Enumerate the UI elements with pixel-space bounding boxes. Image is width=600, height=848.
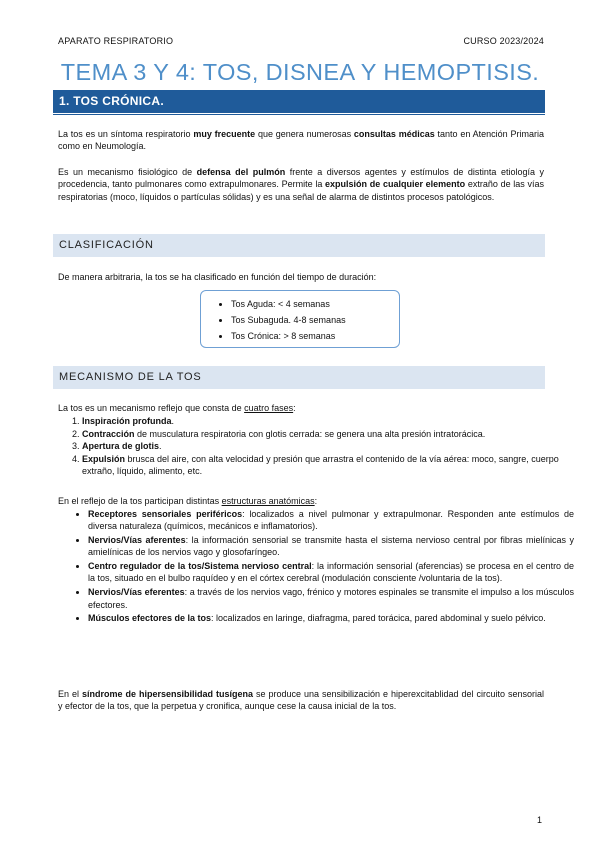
paragraph-hipersensibilidad: En el síndrome de hipersensibilidad tusígena se produce una sensibilización e hiperexcitablidad del circuito sensorial y efector de la tos, que la perpetua y cronifica, aunque cese la causa inicial de la tos.: [58, 689, 544, 712]
page-title: TEMA 3 Y 4: TOS, DISNEA Y HEMOPTISIS.: [60, 59, 540, 85]
section-heading-tos-cronica: 1. TOS CRÓNICA.: [53, 90, 545, 113]
cough-phases-list: [58, 415, 568, 478]
list-item: • Tos Crónica: > 8 semanas: [231, 328, 399, 344]
paragraph-intro-2: Es un mecanismo fisiológico de defensa del pulmón frente a diversos agentes y estímulos de distinta etiología y procedencia, tanto pulmonares como extrapulmonares. Permite la expulsión de cualquier elemento extraño de las vías respiratorias (moco, líquidos o partículas sólidas) y es una señal de alarma de distintos procesos patológicos.: [58, 167, 545, 202]
paragraph-clasificacion: De manera arbitraria, la tos se ha clasificado en función del tiempo de duración:: [58, 272, 377, 282]
list-item: 1. Inspiración profunda.: [82, 415, 568, 428]
list-item: • Nervios/Vías aferentes: la información sensorial se transmite hasta el sistema nervioso central por fibras mielínicas y amielínicas de los nervios vago y glosofaríngeo.: [88, 534, 574, 559]
paragraph-intro-1: La tos es un síntoma respiratorio muy frecuente que genera numerosas consultas médicas tanto en Atención Primaria como en Neumología.: [58, 129, 544, 152]
running-header-course: CURSO 2023/2024: [463, 36, 544, 46]
section-heading-clasificacion: CLASIFICACIÓN: [53, 234, 545, 257]
section-heading-mecanismo: MECANISMO DE LA TOS: [53, 366, 545, 389]
list-item: 3. Apertura de glotis.: [82, 440, 568, 453]
paragraph-mecanismo-intro: La tos es un mecanismo reflejo que consta de cuatro fases:: [58, 403, 296, 413]
page-number: 1: [536, 815, 542, 825]
list-item: • Receptores sensoriales periféricos: localizados a nivel pulmonar y extrapulmonar. Responden ante estímulos de diversa naturaleza (químicos, mecánicos e inflamatorios).: [88, 508, 574, 533]
paragraph-estructuras-intro: En el reflejo de la tos participan distintas estructuras anatómicas:: [58, 496, 318, 506]
list-item: • Músculos efectores de la tos: localizados en laringe, diafragma, pared torácica, pared abdominal y suelo pélvico.: [88, 612, 574, 624]
list-item: • Tos Aguda: < 4 semanas: [231, 296, 399, 312]
list-item: • Centro regulador de la tos/Sistema nervioso central: la información sensorial (aferencias) se procesa en el centro de la tos, situado en el bulbo raquídeo y en el córtex cerebral (modulación consciente /voluntaria de la tos).: [88, 560, 574, 585]
running-header-subject: APARATO RESPIRATORIO: [58, 36, 174, 46]
duration-box: [200, 290, 400, 348]
list-item: • Nervios/Vías eferentes: a través de los nervios vago, frénico y motores espinales se transmite el impulso a los músculos efectores.: [88, 586, 574, 611]
list-item: 2. Contracción de musculatura respiratoria con glotis cerrada: se genera una alta presión intratorácica.: [82, 428, 568, 441]
list-item: • Tos Subaguda. 4-8 semanas: [231, 312, 399, 328]
list-item: 4. Expulsión brusca del aire, con alta velocidad y presión que arrastra el contenido de la vía aérea: moco, sangre, cuerpo extraño, líquido, alimento, etc.: [82, 453, 568, 478]
anatomical-structures-list: [58, 508, 574, 626]
